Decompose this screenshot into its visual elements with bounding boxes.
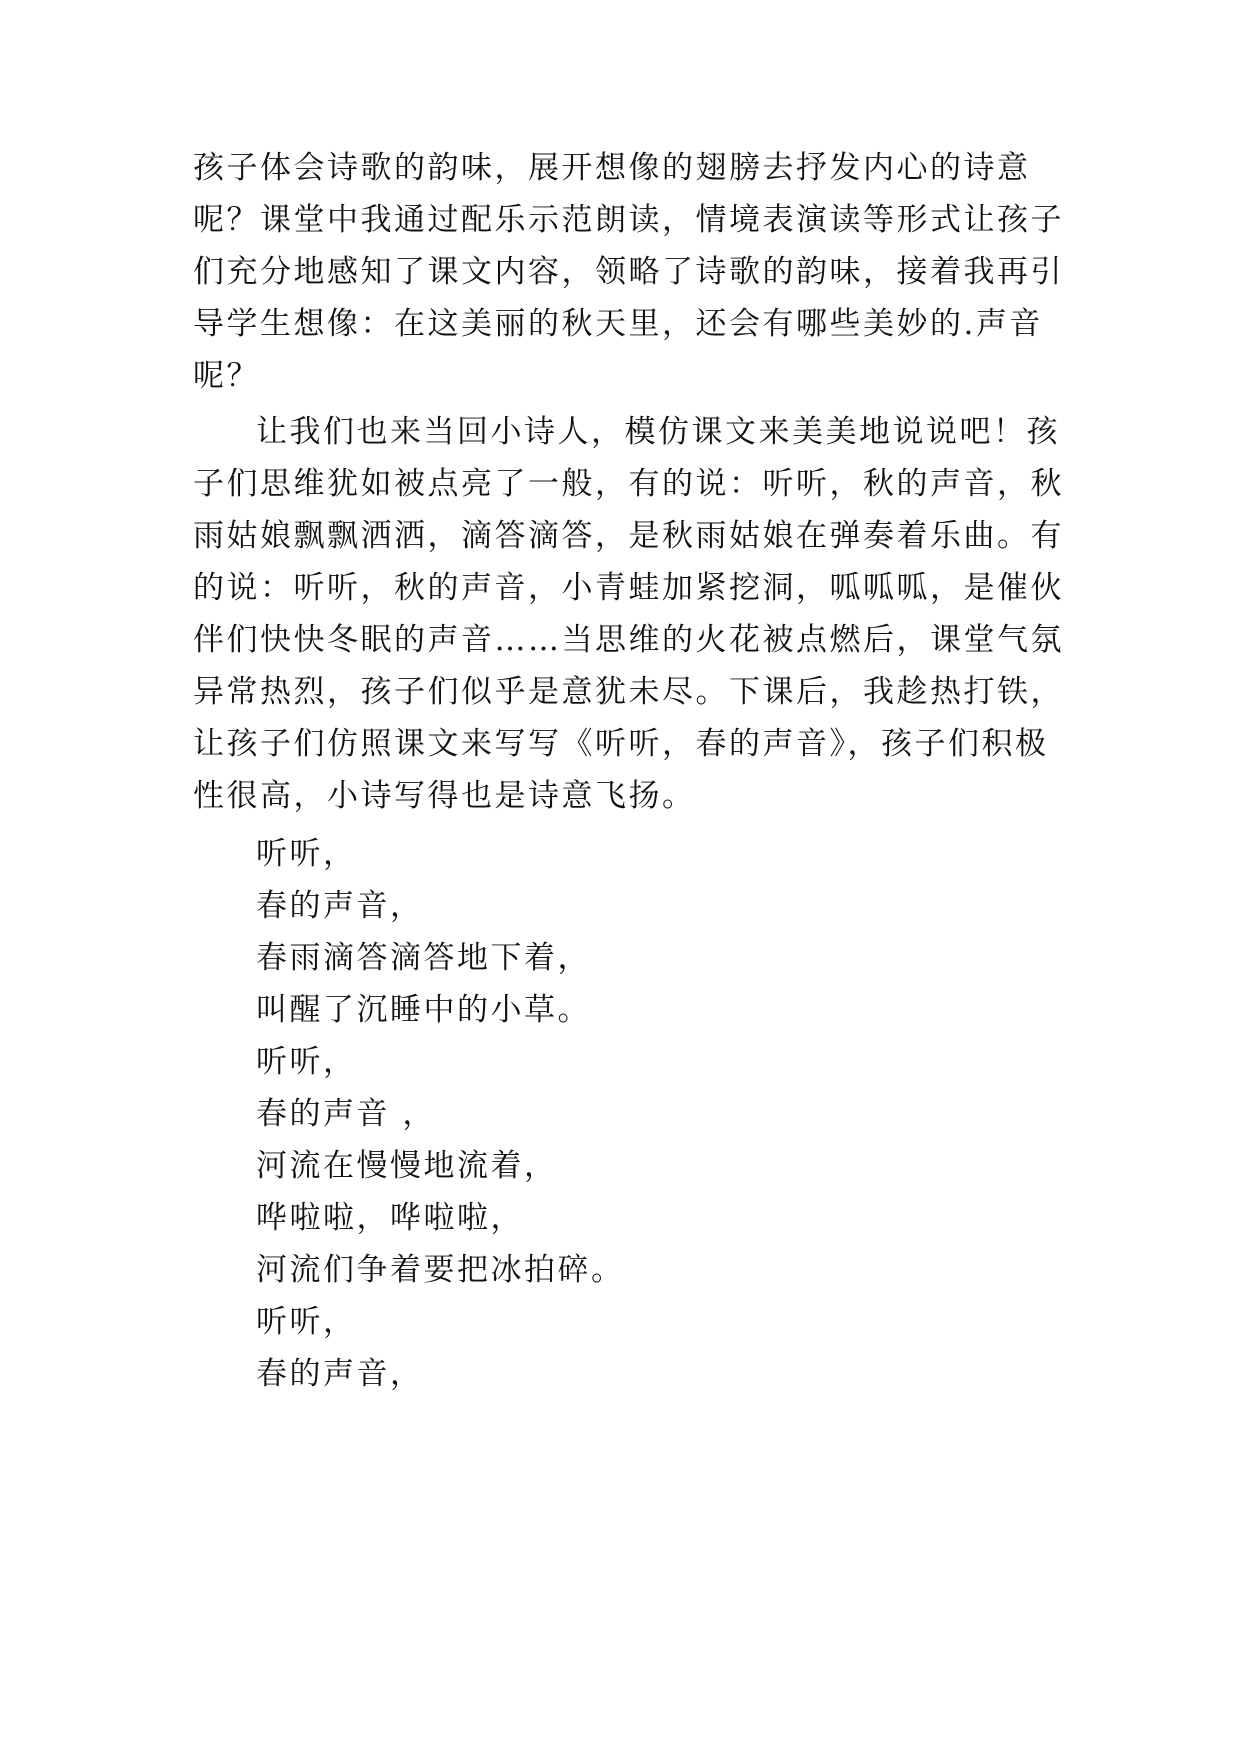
paragraph-1-line-2: 呢？课堂中我通过配乐示范朗读，情境表演读等形式让孩子 <box>193 202 1064 238</box>
paragraph-1-line-5: 呢？ <box>193 358 260 394</box>
paragraph-2-line-2: 子们思维犹如被点亮了一般，有的说：听听，秋的声音，秋 <box>193 466 1064 502</box>
paragraph-2-line-4: 的说：听听，秋的声音，小青蛙加紧挖洞，呱呱呱，是催伙 <box>193 570 1064 606</box>
poem-line-7: 河流在慢慢地流着， <box>256 1148 558 1184</box>
poem-line-11: 春的声音， <box>256 1356 424 1392</box>
paragraph-2-line-8: 性很高，小诗写得也是诗意飞扬。 <box>193 778 696 814</box>
paragraph-1-line-1: 孩子体会诗歌的韵味，展开想像的翅膀去抒发内心的诗意 <box>193 150 1031 186</box>
poem-line-2: 春的声音， <box>256 888 424 924</box>
poem-line-4: 叫醒了沉睡中的小草。 <box>256 992 591 1028</box>
poem-line-5: 听听， <box>256 1044 357 1080</box>
poem-line-8: 哗啦啦，哗啦啦， <box>256 1200 524 1236</box>
poem-line-1: 听听， <box>256 836 357 872</box>
paragraph-2-line-5: 伴们快快冬眠的声音……当思维的火花被点燃后，课堂气氛 <box>193 622 1064 658</box>
paragraph-2-line-1: 让我们也来当回小诗人，模仿课文来美美地说说吧！孩 <box>256 414 1060 450</box>
poem-line-9: 河流们争着要把冰拍碎。 <box>256 1252 625 1288</box>
paragraph-1-line-3: 们充分地感知了课文内容，领略了诗歌的韵味，接着我再引 <box>193 254 1064 290</box>
paragraph-2-line-6: 异常热烈，孩子们似乎是意犹未尽。下课后，我趁热打铁， <box>193 674 1064 710</box>
poem-line-10: 听听， <box>256 1304 357 1340</box>
poem-line-3: 春雨滴答滴答地下着， <box>256 940 591 976</box>
paragraph-2-line-3: 雨姑娘飘飘洒洒，滴答滴答，是秋雨姑娘在弹奏着乐曲。有 <box>193 518 1064 554</box>
poem-line-6: 春的声音 ， <box>256 1096 436 1132</box>
paragraph-2-line-7: 让孩子们仿照课文来写写《听听，春的声音》，孩子们积极 <box>193 726 1049 762</box>
paragraph-1-line-4: 导学生想像：在这美丽的秋天里，还会有哪些美妙的.声音 <box>193 306 1043 342</box>
